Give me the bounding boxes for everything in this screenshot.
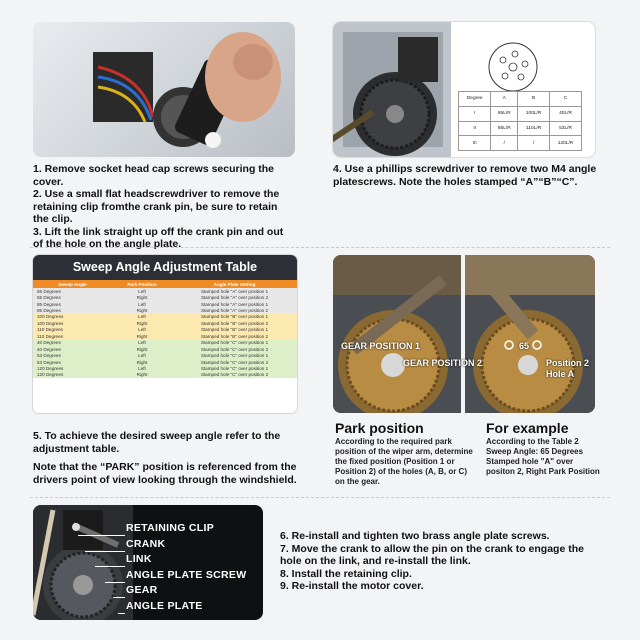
- sweep-table-cell: Stamped hole "B" over position 1: [200, 314, 269, 320]
- sweep-table-cell: Left: [138, 314, 146, 320]
- step-4: 4. Use a phillips screwdriver to remove two M4 angle platescrews. Note the holes stamped “A”“B”“C”.: [333, 163, 597, 188]
- sweep-table-cell: Stamped hole "B" over position 2: [200, 333, 269, 339]
- sweep-table-cell: 110 Degrees: [37, 333, 63, 339]
- part-leader-line: [105, 582, 125, 583]
- section-divider: [30, 497, 610, 498]
- step-5: 5. To achieve the desired sweep angle refer to the adjustment table.: [33, 430, 281, 455]
- sweep-table-cell: Left: [138, 340, 146, 346]
- sweep-table-title: Sweep Angle Adjustment Table: [33, 255, 297, 280]
- sweep-table-cell: Right: [136, 333, 148, 339]
- step-1: 1. Remove socket head cap screws securing the cover.: [33, 163, 275, 188]
- instructions-steps-6-9: [280, 530, 600, 593]
- sweep-table-cell: Right: [136, 320, 148, 326]
- sweep-table-cell: Stamped hole "C" over position 1: [200, 340, 269, 346]
- park-position-text: According to the required park position of the wiper arm, determine the fixed position (Position 1 or Position 2) of the holes (A, B, or C) on the gear.: [335, 437, 473, 486]
- hole-degree-table: Degree A B C I 65L/R 100L/R 40L/R II 85L/R 110L/R 53L/R III / / 120L/R: [458, 91, 582, 151]
- sweep-table-cell: Stamped hole "B" over position 1: [200, 327, 269, 333]
- sweep-table-cell: Stamped hole "A" over position 1: [200, 301, 269, 307]
- sweep-table-cell: Stamped hole "B" over position 2: [200, 320, 269, 326]
- label-gear: GEAR: [126, 584, 158, 596]
- photo-remove-clip-illustration: [33, 22, 295, 157]
- sweep-table-cell: 85 Degrees: [37, 301, 61, 307]
- sweep-table-cell: 120 Degrees: [37, 365, 64, 371]
- sweep-table-cell: 53 Degrees: [37, 353, 61, 359]
- sweep-table-cell: 40 Degrees: [37, 346, 61, 352]
- sweep-table-cell: Stamped hole "C" over position 2: [200, 346, 269, 352]
- sweep-table-cell: Left: [138, 365, 146, 371]
- sweep-table-cell: Right: [136, 359, 148, 365]
- sweep-table-cell: Stamped hole "C" over position 2: [200, 372, 269, 378]
- label-angle-plate: ANGLE PLATE: [126, 599, 203, 612]
- step-3: 3. Lift the link straight up off the crank pin and out of the hole on the angle plate.: [33, 225, 284, 250]
- step-6: 6. Re-install and tighten two brass angle plate screws.: [280, 530, 550, 542]
- sweep-table-header: Park Position: [112, 280, 172, 288]
- label-angle-plate-screw: ANGLE PLATE SCREW: [126, 568, 247, 581]
- label-65: 65: [519, 341, 530, 351]
- step-7: 7. Move the crank to allow the pin on the crank to engage the hole on the link, and re-install the link.: [280, 542, 584, 567]
- label-hole-a: Hole A: [546, 369, 575, 379]
- sweep-table-cell: Right: [136, 372, 148, 378]
- sweep-table-cell: 40 Degrees: [37, 340, 61, 346]
- step-2: 2. Use a small flat headscrewdriver to remove the retaining clip fromthe crank pin, be sure to retain the clip.: [33, 188, 280, 225]
- label-gear-position-2: GEAR POSITION 2: [403, 358, 483, 368]
- label-gear-position-1: GEAR POSITION 1: [341, 341, 421, 351]
- sweep-table-cell: Stamped hole "C" over position 1: [200, 353, 269, 359]
- photo-gear-positions: [333, 255, 595, 413]
- sweep-table-cell: 85 Degrees: [37, 308, 61, 314]
- sweep-table-cell: 110 Degrees: [37, 327, 63, 333]
- sweep-table-header: Sweep Angle: [33, 280, 112, 288]
- section-divider: [30, 247, 610, 248]
- sweep-table-cell: Right: [136, 308, 148, 314]
- sweep-table-cell: 120 Degrees: [37, 372, 64, 378]
- park-note: Note that the “PARK” position is referenced from the drivers point of view looking through the windshield.: [33, 461, 297, 486]
- photo-gear-illustration: [333, 255, 595, 413]
- photo-parts-diagram: [33, 505, 263, 620]
- step-8: 8. Install the retaining clip.: [280, 567, 412, 580]
- part-leader-line: [85, 551, 125, 552]
- sweep-table-row: [33, 372, 297, 378]
- sweep-table-cell: 100 Degrees: [37, 314, 64, 320]
- part-leader-line: [78, 535, 125, 536]
- sweep-table-cell: 100 Degrees: [37, 320, 64, 326]
- sweep-angle-table: [33, 255, 297, 413]
- sweep-table-cell: Stamped hole "A" over position 2: [200, 295, 269, 301]
- sweep-table-cell: Right: [136, 346, 148, 352]
- photo-remove-clip: [33, 22, 295, 157]
- example-text: According to the Table 2 Sweep Angle: 65 Degrees Stamped hole "A" over positon 2, Right Park Position: [486, 437, 600, 476]
- sweep-table-cell: Left: [138, 353, 146, 359]
- sweep-table-cell: Stamped hole "C" over position 1: [200, 365, 269, 371]
- instructions-step-5: [33, 430, 303, 486]
- sweep-table-cell: Right: [136, 295, 148, 301]
- sweep-table-cell: 65 Degrees: [37, 288, 61, 294]
- sweep-table-cell: Left: [138, 301, 146, 307]
- part-leader-line: [113, 597, 125, 598]
- sweep-table-cell: Stamped hole "A" over position 2: [200, 308, 269, 314]
- part-leader-line: [118, 613, 125, 614]
- sweep-table-cell: 53 Degrees: [37, 359, 61, 365]
- part-leader-line: [95, 566, 125, 567]
- instructions-steps-1-3: [33, 163, 293, 251]
- label-link: LINK: [126, 553, 152, 565]
- instructions-step-4: [333, 163, 598, 188]
- park-position-title: Park position: [335, 420, 424, 436]
- sweep-table-cell: Stamped hole "C" over position 2: [200, 359, 269, 365]
- sweep-table-grid: [33, 280, 297, 378]
- example-title: For example: [486, 420, 569, 436]
- sweep-table-cell: Left: [138, 288, 146, 294]
- sweep-table-header: Angle Plate Setting: [172, 280, 297, 288]
- label-crank: CRANK: [126, 537, 166, 550]
- sweep-table-cell: Stamped hole "A" over position 1: [200, 288, 269, 294]
- label-retaining-clip: RETAINING CLIP: [126, 522, 215, 534]
- sweep-table-cell: Left: [138, 327, 146, 333]
- step-9: 9. Re-install the motor cover.: [280, 580, 424, 592]
- sweep-table-cell: 65 Degrees: [37, 295, 61, 301]
- label-position-2: Position 2: [546, 358, 590, 368]
